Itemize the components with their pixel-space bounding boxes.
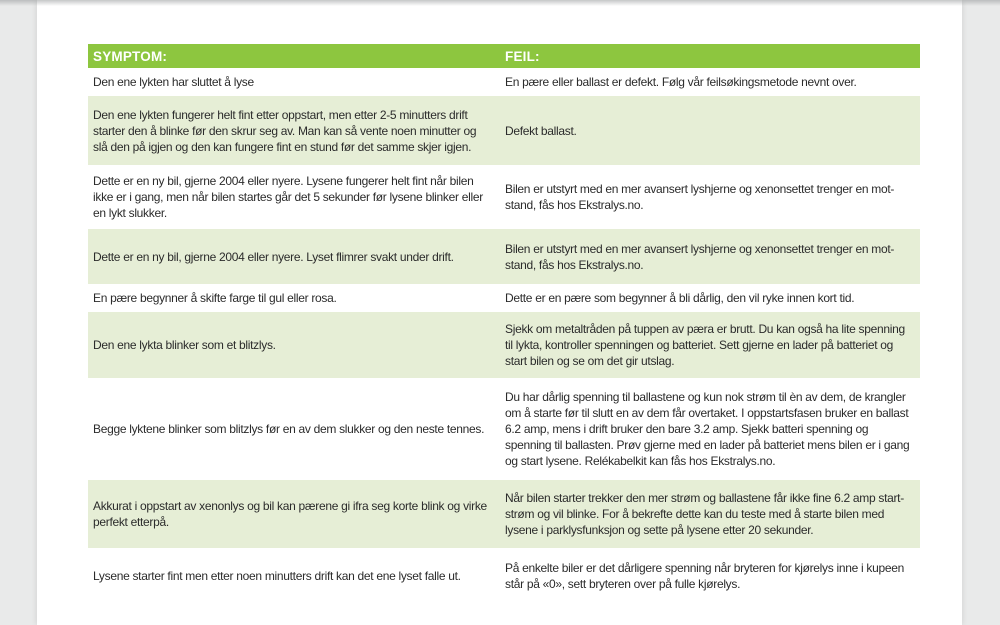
symptom-cell [88,165,500,229]
symptom-text: En pære begynner å skifte farge til gul eller rosa. [93,291,337,305]
table-body [88,68,920,603]
column-header-symptom: SYMPTOM: [93,48,168,64]
feil-cell [500,96,920,165]
feil-cell [500,480,920,548]
feil-text: Bilen er utstyrt med en mer avansert lyshjerne og xenonsettet trenger en mot-stand, fås hos Ekstralys.no. [505,241,895,272]
symptom-feil-table [88,44,920,603]
column-header-feil: FEIL: [505,48,540,64]
table-row [88,480,920,548]
table-row [88,229,920,284]
feil-cell [500,312,920,378]
feil-text: Dette er en pære som begynner å bli dårlig, den vil ryke innen kort tid. [505,291,855,305]
symptom-cell [88,96,500,165]
feil-cell [500,378,920,480]
table-header-row [88,44,920,68]
table-row [88,378,920,480]
symptom-text: Den ene lykta blinker som et blitzlys. [93,338,276,352]
symptom-text: Akkurat i oppstart av xenonlys og bil kan pærene gi ifra seg korte blink og virke perfekt etterpå. [93,499,487,529]
symptom-cell [88,284,500,312]
feil-text: En pære eller ballast er defekt. Følg vår feilsøkingsmetode nevnt over. [505,75,857,89]
table-row [88,165,920,229]
table-row [88,284,920,312]
feil-cell [500,165,920,229]
symptom-text: Den ene lykten har sluttet å lyse [93,75,254,89]
feil-text: På enkelte biler er det dårligere spenning når bryteren for kjørelys inne i kupeen står på «0», sett bryteren over på fulle kjørelys. [505,560,904,591]
feil-text: Du har dårlig spenning til ballastene og kun nok strøm til èn av dem, de krangler om å starte før til slutt en av dem får overtaket. I oppstartsfasen bruker en ballast 6.2 amp, mens i drift bruker den bare 3.2 amp. Sjekk batteri spenning og spenning til ballasten. Prøv gjerne med en lader på batteriet mens bilen er i gang og start lysene. Relékabelkit kan fås hos Ekstralys.no. [505,390,910,468]
symptom-cell [88,548,500,603]
symptom-text: Lysene starter fint men etter noen minutters drift kan det ene lyset falle ut. [93,568,461,583]
table-row [88,68,920,96]
symptom-cell [88,68,500,96]
symptom-cell [88,229,500,284]
feil-text: Defekt ballast. [505,123,577,138]
symptom-text: Den ene lykten fungerer helt fint etter oppstart, men etter 2-5 minutters drift starter den å blinke før den skrur seg av. Man kan så vente noen minutter og slå den på igjen og den kan fungere fint en stund før det samme skjer igjen. [93,107,477,154]
symptom-cell [88,312,500,378]
table-row [88,312,920,378]
symptom-text: Dette er en ny bil, gjerne 2004 eller nyere. Lyset flimrer svakt under drift. [93,249,454,264]
symptom-cell [88,480,500,548]
table-row [88,548,920,603]
document-page [37,0,962,625]
feil-cell [500,229,920,284]
feil-cell [500,284,920,312]
feil-text: Når bilen starter trekker den mer strøm og ballastene får ikke fine 6.2 amp start-strøm og vil blinke. For å bekrefte dette kan du teste med å starte bilen med lysene i parklysfunksjon og sette på lysene etter 20 sekunder. [505,491,904,537]
feil-cell [500,548,920,603]
feil-text: Sjekk om metaltråden på tuppen av pæra er brutt. Du kan også ha lite spenning til lykta, kontroller spenningen og batteriet. Sett gjerne en lader på batteriet og start bilen og se om det gir utslag. [505,322,905,368]
feil-cell [500,68,920,96]
table-row [88,96,920,165]
symptom-cell [88,378,500,480]
symptom-text: Dette er en ny bil, gjerne 2004 eller nyere. Lysene fungerer helt fint når bilen ikke er i gang, men når bilen startes går det 5 sekunder før lysene blinker eller en lykt slukker. [93,174,483,220]
feil-text: Bilen er utstyrt med en mer avansert lyshjerne og xenonsettet trenger en mot-stand, fås hos Ekstralys.no. [505,182,895,212]
symptom-text: Begge lyktene blinker som blitzlys før en av dem slukker og den neste tennes. [93,422,485,436]
